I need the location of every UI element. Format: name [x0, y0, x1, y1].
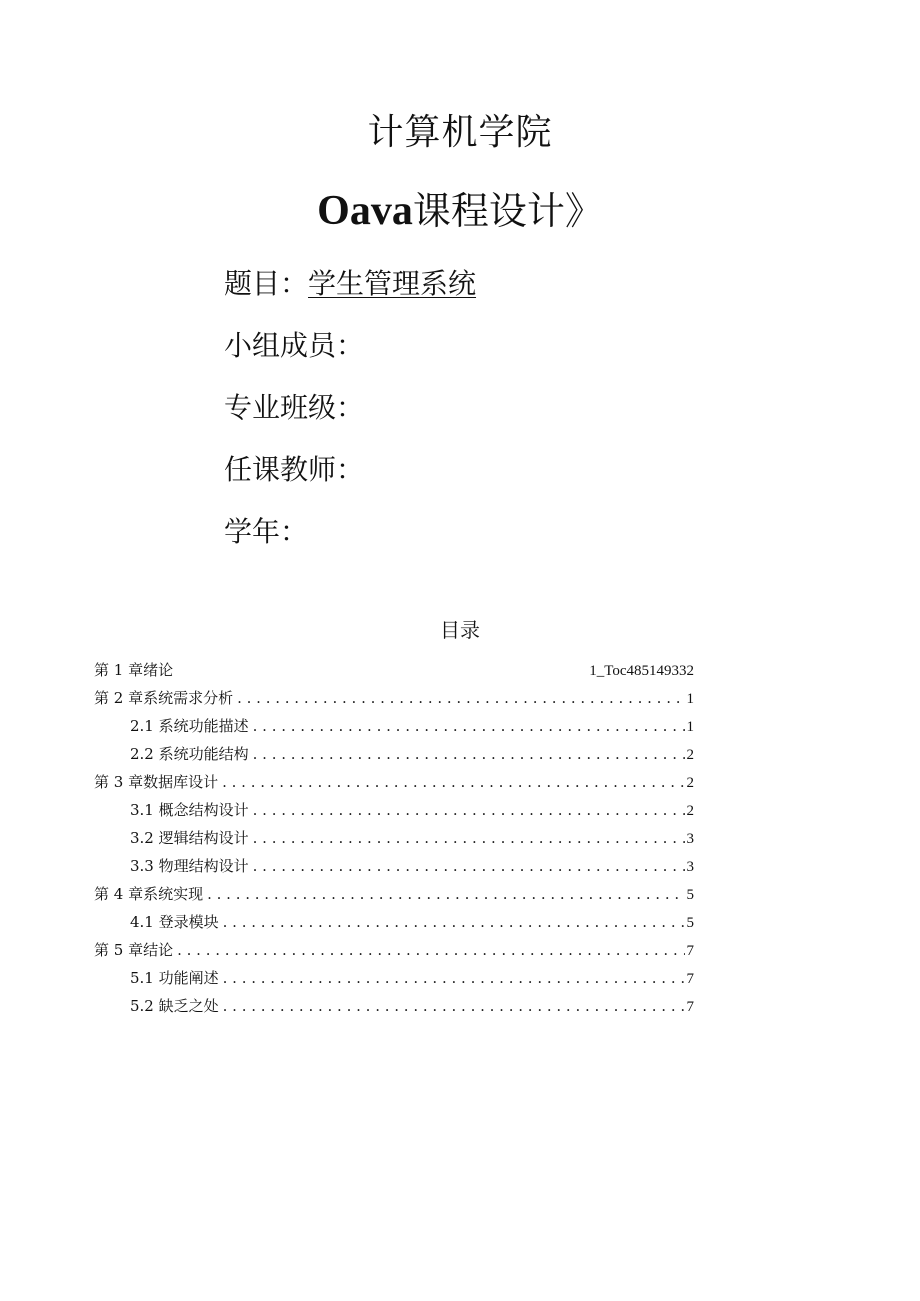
toc-dot-leader [207, 882, 684, 906]
toc-dot-leader [253, 742, 685, 766]
toc-entry-label: 3.2 逻辑结构设计 [130, 829, 249, 847]
academic-year-field [224, 514, 308, 550]
toc-entry[interactable] [94, 938, 694, 962]
toc-entry-page: 2 [686, 747, 694, 763]
toc-entry-page: 1_Toc485149332 [589, 663, 694, 679]
toc-entry-page: 3 [686, 859, 694, 875]
toc-dot-leader [223, 994, 685, 1018]
toc-entry-page: 5 [686, 915, 694, 931]
toc-entry-page: 7 [686, 971, 694, 987]
toc-entry[interactable] [130, 714, 694, 738]
course-title [0, 186, 920, 236]
toc-title: 目录 [440, 618, 480, 642]
toc-entry-page: 7 [686, 999, 694, 1015]
toc-entry-label: 第 2 章系统需求分析 [94, 689, 234, 707]
toc-entry-label: 5.2 缺乏之处 [130, 997, 219, 1015]
toc-entry[interactable] [94, 658, 694, 682]
toc-entry[interactable] [130, 798, 694, 822]
toc-entry-label: 5.1 功能阐述 [130, 969, 219, 987]
toc-dot-leader [223, 910, 685, 934]
toc-entry-page: 2 [686, 775, 694, 791]
toc-entry[interactable] [94, 770, 694, 794]
teacher-field [224, 452, 364, 488]
toc-entry-label: 第 1 章绪论 [94, 661, 174, 679]
school-title: 计算机学院 [367, 112, 553, 153]
topic-value: 学生管理系统 [308, 267, 477, 300]
toc-entry-label: 2.1 系统功能描述 [130, 717, 249, 735]
toc-entry-page: 5 [686, 887, 694, 903]
toc-entry[interactable] [130, 826, 694, 850]
toc-entry-label: 2.2 系统功能结构 [130, 745, 249, 763]
toc-dot-leader [253, 854, 685, 878]
toc-entry-page: 2 [686, 803, 694, 819]
course-title-latin: Oava [317, 188, 413, 234]
toc-entry-label: 3.3 物理结构设计 [130, 857, 249, 875]
toc-entry-label: 3.1 概念结构设计 [130, 801, 249, 819]
toc-entry-page: 1 [686, 719, 694, 735]
topic-label: 题目： [224, 267, 309, 300]
toc-entry[interactable] [130, 910, 694, 934]
academic-year-label: 学年： [224, 515, 309, 548]
toc-entry[interactable] [130, 966, 694, 990]
topic-field [224, 266, 476, 302]
toc-entry-page: 7 [686, 943, 694, 959]
group-members-label: 小组成员： [224, 329, 365, 362]
toc-dot-leader [253, 714, 685, 738]
toc-entry[interactable] [94, 882, 694, 906]
toc-entry-label: 第 3 章数据库设计 [94, 773, 219, 791]
course-title-rest: 课程设计》 [412, 189, 603, 233]
major-class-label: 专业班级： [224, 391, 365, 424]
toc-dot-leader [177, 938, 684, 962]
teacher-label: 任课教师： [224, 453, 365, 486]
toc-dot-leader [237, 686, 684, 710]
toc-entry-label: 4.1 登录模块 [130, 913, 219, 931]
group-members-field [224, 328, 364, 364]
toc-entry-page: 1 [686, 691, 694, 707]
major-class-field [224, 390, 364, 426]
toc-entry-label: 第 4 章系统实现 [94, 885, 204, 903]
toc-entry[interactable] [130, 854, 694, 878]
toc-dot-leader [253, 798, 685, 822]
toc-entry-page: 3 [686, 831, 694, 847]
toc-entry[interactable] [130, 742, 694, 766]
toc-entry-label: 第 5 章结论 [94, 941, 174, 959]
toc-entry[interactable] [130, 994, 694, 1018]
toc-dot-leader [222, 770, 684, 794]
toc-dot-leader [223, 966, 685, 990]
toc-entry[interactable] [94, 686, 694, 710]
toc-dot-leader [253, 826, 685, 850]
